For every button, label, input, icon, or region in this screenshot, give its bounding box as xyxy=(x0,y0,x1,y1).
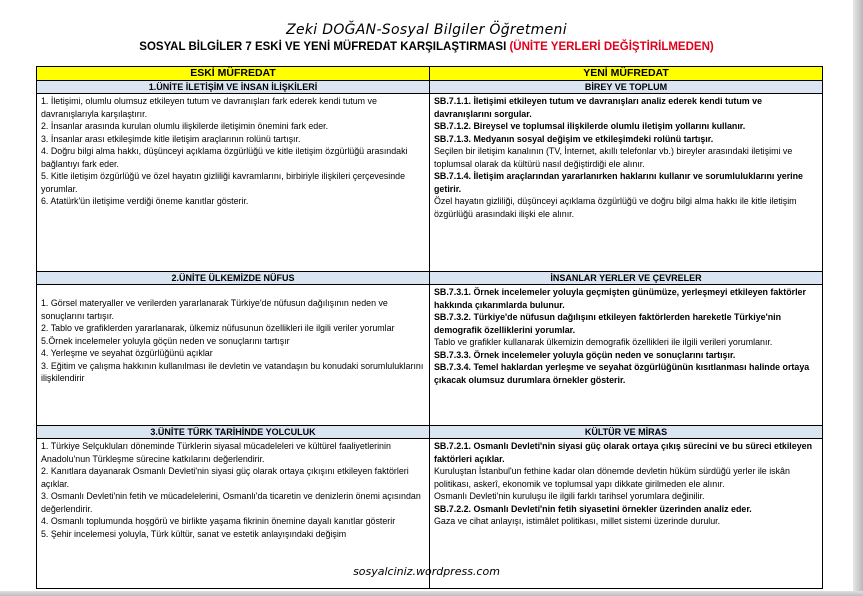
new-objective-note: Tablo ve grafikler kullanarak ülkemizin demografik özellikleri ile ilgili verileri yorumlanır. xyxy=(434,337,773,347)
old-objective: 4. Doğru bilgi alma hakkı, düşünceyi açıklama özgürlüğü ve kitle iletişim özgürlüğü arasındaki bağlantıyı fark eder. xyxy=(41,146,408,169)
new-objective: SB.7.1.4. İletişim araçlarından yararlanırken haklarını kullanır ve sorumluluklarını yerine getirir. xyxy=(434,171,803,194)
document-title xyxy=(0,40,853,55)
old-objective: 2. İnsanlar arasında kurulan olumlu ilişkilerde iletişimin önemini fark eder. xyxy=(41,121,329,131)
old-objective: 3. Eğitim ve çalışma hakkının kullanılması ile devletin ve vatandaşın bu konudaki sorumluluklarını ilişkilendirir xyxy=(41,360,424,383)
comparison-table xyxy=(36,66,823,589)
new-unit-title: BİREY VE TOPLUM xyxy=(430,81,823,94)
old-objective: 1. İletişimi, olumlu olumsuz etkileyen tutum ve davranışları fark ederek kendi tutum ve davranışlarıyla karşılaştırır. xyxy=(41,96,377,119)
new-objectives-cell xyxy=(430,285,823,426)
new-objective: SB.7.2.2. Osmanlı Devleti'nin fetih siyasetini örnekler üzerinden analiz eder. xyxy=(434,503,752,514)
title-main: SOSYAL BİLGİLER 7 ESKİ VE YENİ MÜFREDAT KARŞILAŞTIRMASI xyxy=(139,41,510,53)
new-objective: SB.7.3.4. Temel haklardan yerleşme ve seyahat özgürlüğünün kısıtlanması halinde ortaya çıkacak olumsuz durumlara örnekler gösterir. xyxy=(434,362,810,385)
unit-title-row xyxy=(37,426,823,439)
column-header-row xyxy=(37,67,823,81)
old-objectives-cell xyxy=(37,285,430,426)
new-objective: SB.7.1.1. İletişimi etkileyen tutum ve davranışları analiz ederek kendi tutum ve davranışlarını sorgular. xyxy=(434,96,763,119)
new-unit-title: İNSANLAR YERLER VE ÇEVRELER xyxy=(430,272,823,285)
unit-content-row xyxy=(37,285,823,426)
footer-website: sosyalciniz.wordpress.com xyxy=(353,565,500,578)
old-objective: 5. Kitle iletişim özgürlüğü ve özel hayatın gizliliği kavramlarını, birbiriyle ilişkileri çerçevesinde yorumlar. xyxy=(41,171,406,194)
old-objectives-cell xyxy=(37,94,430,272)
old-objective: 1. Görsel materyaller ve verilerden yararlanarak Türkiye'de nüfusun dağılışının neden ve sonuçlarını tartışır. xyxy=(41,298,388,321)
old-objective: 4. Osmanlı toplumunda hoşgörü ve birlikte yaşama fikrinin önemine dayalı kanıtlar gösterir xyxy=(41,516,396,526)
comparison-table-body xyxy=(37,67,823,589)
old-unit-title: 2.ÜNİTE ÜLKEMİZDE NÜFUS xyxy=(37,272,430,285)
new-objective: SB.7.3.1. Örnek incelemeler yoluyla geçmişten günümüze, yerleşmeyi etkileyen faktörler hakkında çıkarımlarda bulunur. xyxy=(434,287,806,310)
window-edge-right xyxy=(853,0,863,596)
new-objective: SB.7.3.2. Türkiye'de nüfusun dağılışını etkileyen faktörlerden hareketle Türkiye'nin demografik özelliklerini yorumlar. xyxy=(434,312,782,335)
document-header xyxy=(0,22,853,55)
old-objective: 2. Tablo ve grafiklerden yararlanarak, ülkemiz nüfusunun özellikleri ile ilgili veriler yorumlar xyxy=(41,323,395,333)
unit-content-row xyxy=(37,94,823,272)
new-objective-note: Kuruluştan İstanbul'un fethine kadar olan dönemde devletin hüküm sürdüğü yerler ile iskân politikası, askerî, ekonomik ve toplumsal yapı dikkate girilmeden ele alınır. xyxy=(434,466,790,489)
old-objective: 4. Yerleşme ve seyahat özgürlüğünü açıklar xyxy=(41,348,213,358)
new-curriculum-header: YENİ MÜFREDAT xyxy=(430,67,823,81)
unit-title-row xyxy=(37,81,823,94)
new-objective: SB.7.1.3. Medyanın sosyal değişim ve etkileşimdeki rolünü tartışır. xyxy=(434,133,714,144)
old-objective: 2. Kanıtlara dayanarak Osmanlı Devleti'nin siyasi güç olarak ortaya çıkışını etkileyen faktörleri açıklar. xyxy=(41,466,409,489)
old-objective: 3. Osmanlı Devleti'nin fetih ve mücadelelerini, Osmanlı'da ticaretin ve denizlerin önemi açısından değerlendirir. xyxy=(41,491,421,514)
old-curriculum-header: ESKİ MÜFREDAT xyxy=(37,67,430,81)
author-line: Zeki DOĞAN-Sosyal Bilgiler Öğretmeni xyxy=(286,22,567,38)
old-objective: 3. İnsanlar arası etkileşimde kitle iletişim araçlarının rolünü tartışır. xyxy=(41,133,301,144)
title-note: (ÜNİTE YERLERİ DEĞİŞTİRİLMEDEN) xyxy=(509,41,714,53)
new-objective: SB.7.1.2. Bireysel ve toplumsal ilişkilerde olumlu iletişim yollarını kullanır. xyxy=(434,121,746,131)
new-objective-note: Seçilen bir iletişim kanalının (TV, İnternet, akıllı telefonlar vb.) bireyler arasındaki iletişimi ve toplumsal olarak da kültürü nasıl değiştirdiği ele alınır. xyxy=(434,146,793,169)
window-edge-bottom xyxy=(0,591,863,596)
new-objective: SB.7.3.3. Örnek incelemeler yoluyla göçün neden ve sonuçlarını tartışır. xyxy=(434,349,736,360)
new-objective-note: Osmanlı Devleti'nin kuruluşu ile ilgili farklı tarihsel yorumlara değinilir. xyxy=(434,491,705,501)
new-objectives-cell xyxy=(430,94,823,272)
old-unit-title: 3.ÜNİTE TÜRK TARİHİNDE YOLCULUK xyxy=(37,426,430,439)
old-unit-title: 1.ÜNİTE İLETİŞİM VE İNSAN İLİŞKİLERİ xyxy=(37,81,430,94)
old-objective: 5. Şehir incelemesi yoluyla, Türk kültür, sanat ve estetik anlayışındaki değişim xyxy=(41,528,347,539)
old-objective: 5.Örnek incelemeler yoluyla göçün neden ve sonuçlarını tartışır xyxy=(41,335,290,346)
old-objective: 1. Türkiye Selçukluları döneminde Türklerin siyasal mücadeleleri ve kültürel faaliyetlerinin Anadolu'nun Türkleşme sürecine katkılarını değerlendirir. xyxy=(41,441,391,464)
new-objective-note: Gaza ve cihat anlayışı, istimâlet politikası, millet sistemi üzerinde durulur. xyxy=(434,516,721,526)
new-unit-title: KÜLTÜR VE MİRAS xyxy=(430,426,823,439)
unit-title-row xyxy=(37,272,823,285)
new-objective: SB.7.2.1. Osmanlı Devleti'nin siyasi güç olarak ortaya çıkış sürecini ve bu süreci etkileyen faktörleri açıklar. xyxy=(434,441,812,464)
old-objective: 6. Atatürk'ün iletişime verdiği öneme kanıtlar gösterir. xyxy=(41,196,249,206)
new-objective-note: Özel hayatın gizliliği, düşünceyi açıklama özgürlüğü ve doğru bilgi alma hakkı ile kitle iletişim özgürlüğü arasındaki ilişki ele alınır. xyxy=(434,196,797,219)
